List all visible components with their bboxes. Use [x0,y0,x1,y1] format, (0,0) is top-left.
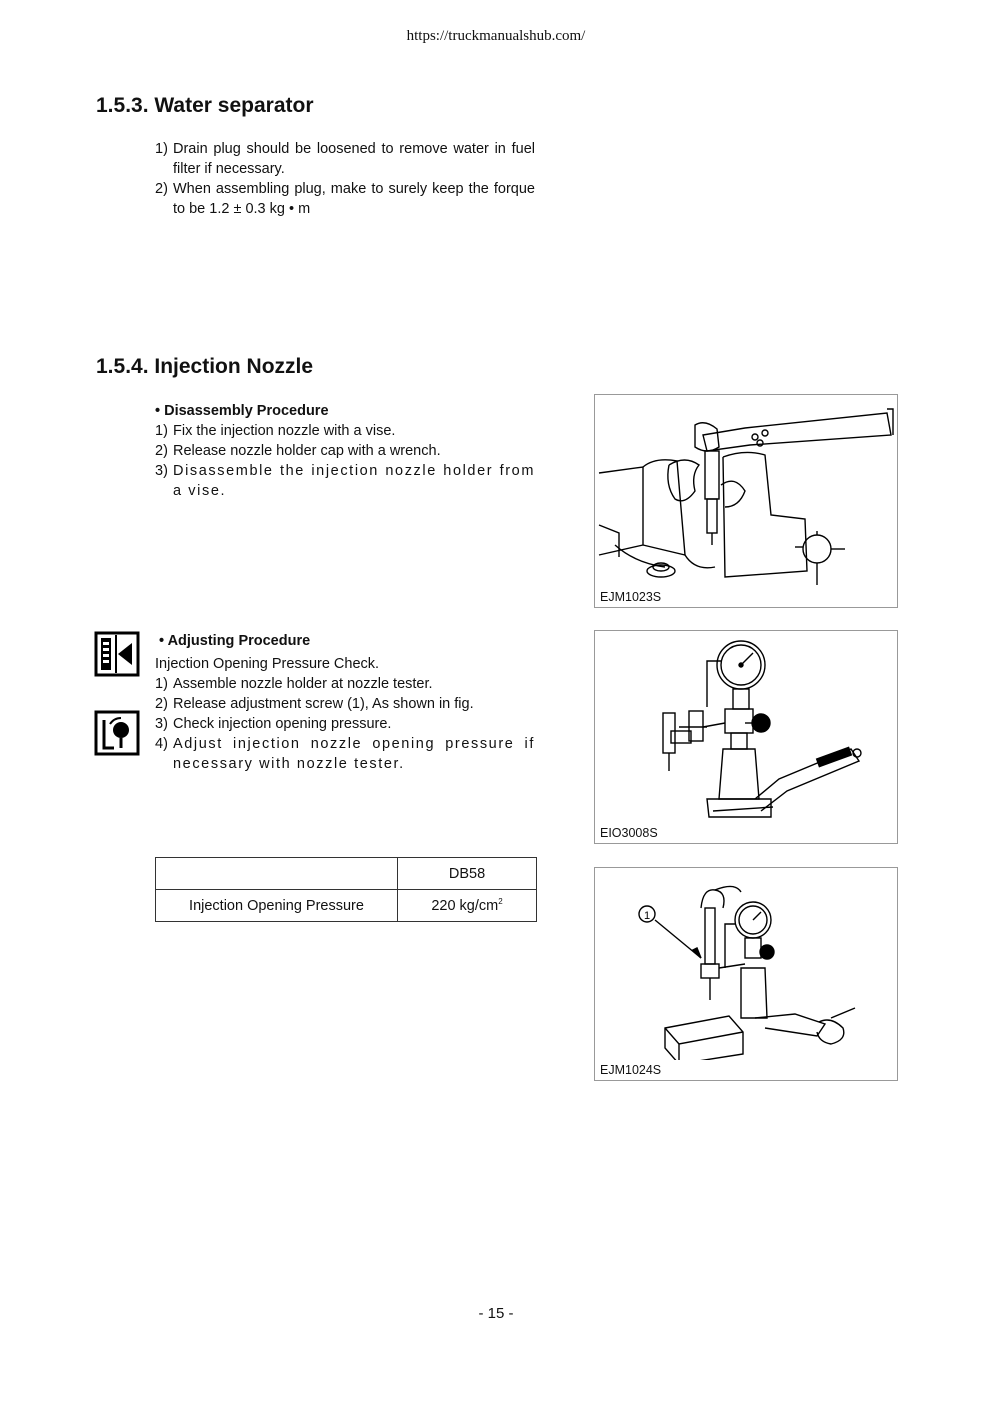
step-number: 2) [155,696,168,712]
adjusting-procedure [155,631,535,774]
unit-superscript: 2 [498,897,503,907]
gauge-check-icon [94,710,140,761]
step-text: Check injection opening pressure. [173,716,392,732]
page-url: https://truckmanualshub.com/ [406,28,586,44]
list-item [155,734,535,774]
list-item [155,714,535,734]
list-item [155,139,535,179]
list-item [155,674,535,694]
callout-number: 1 [643,910,651,922]
adjusting-intro: Injection Opening Pressure Check. [155,656,380,672]
figure-nozzle-tester [594,630,898,844]
figure-caption: EJM1024S [600,1063,662,1077]
table-header-cell [156,858,398,890]
step-number: 1) [155,676,168,692]
page-number: - 15 - [478,1305,514,1322]
step-text: Drain plug should be loosened to remove water in fuel filter if necessary. [173,141,535,177]
disassembly-procedure [155,401,535,501]
table-row [156,890,537,922]
step-text: Disassemble the injection nozzle holder from a vise. [173,463,535,499]
nozzle-in-vise-illustration [595,395,897,585]
step-text: Assemble nozzle holder at nozzle tester. [173,676,433,692]
table-header-row [156,858,537,890]
step-text: Adjust injection nozzle opening pressure if necessary with nozzle tester. [173,736,535,772]
table-cell-value [398,890,537,922]
table-header-cell: DB58 [398,858,537,890]
spec-table [155,857,537,922]
figure-caption: EJM1023S [600,590,662,604]
section-title-water-separator: 1.5.3. Water separator [96,94,314,117]
pressure-value: 220 kg/cm [431,897,499,914]
figure-nozzle-in-vise [594,394,898,608]
step-number: 2) [155,443,168,459]
adjustment-panel-icon [94,631,140,682]
list-item [155,179,535,219]
adjustment-screw-illustration [595,868,897,1060]
step-number: 3) [155,463,168,479]
list-item [155,421,535,441]
adjusting-heading: • Adjusting Procedure [159,633,311,649]
list-item [155,461,535,501]
step-text: Fix the injection nozzle with a vise. [173,423,396,439]
figure-caption: EIO3008S [600,826,658,840]
list-item [155,694,535,714]
section-title-injection-nozzle: 1.5.4. Injection Nozzle [96,355,314,378]
step-number: 1) [155,141,168,157]
water-separator-steps [155,139,535,219]
step-text: Release nozzle holder cap with a wrench. [173,443,441,459]
step-text: Release adjustment screw (1), As shown in fig. [173,696,474,712]
step-number: 1) [155,423,168,439]
figure-adjustment-screw [594,867,898,1081]
list-item [155,441,535,461]
step-number: 3) [155,716,168,732]
step-number: 4) [155,736,168,752]
step-number: 2) [155,181,168,197]
table-cell-label: Injection Opening Pressure [156,890,398,922]
step-text: When assembling plug, make to surely keep the forque to be 1.2 ± 0.3 kg • m [173,181,535,217]
nozzle-tester-illustration [595,631,897,823]
disassembly-heading: • Disassembly Procedure [155,403,329,419]
